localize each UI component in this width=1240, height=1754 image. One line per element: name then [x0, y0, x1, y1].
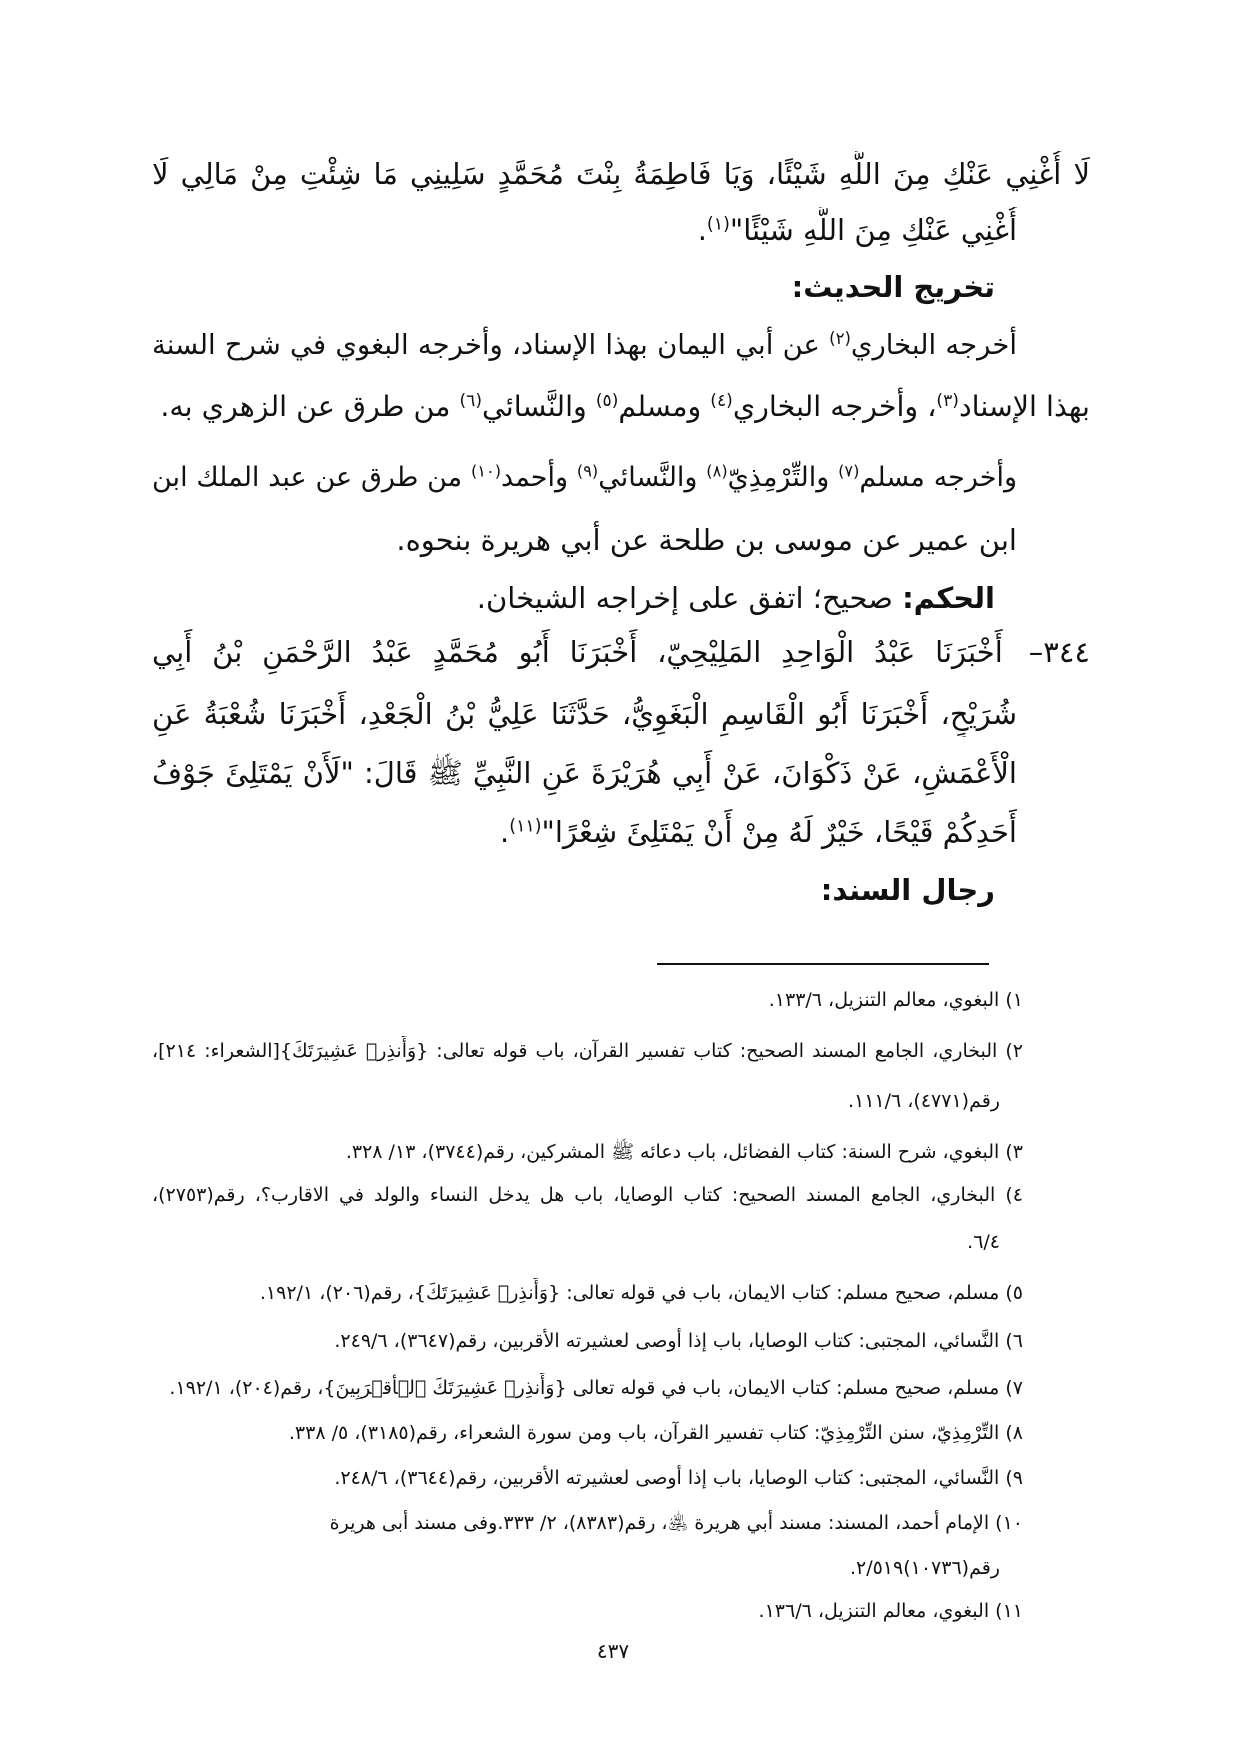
- hadith-344-line-1: [152, 629, 1090, 675]
- text-run: ٥) مسلم، صحيح مسلم: كتاب الايمان، باب في قوله تعالى: {وَأَنذِرۡ عَشِيرَتَكَ}، رقم(٢٠٦)، ١٩٢/١.: [259, 1282, 1023, 1304]
- text-run: من طرق عن عبد الملك ابن: [152, 462, 471, 493]
- text-run: الْأَعْمَشِ، عَنْ ذَكْوَانَ، عَنْ أَبِي هُرَيْرَةَ عَنِ النَّبِيِّ ﷺ قَالَ: "لَأَنْ يَمْتَلِئَ جَوْفُ: [152, 756, 1017, 790]
- footnote-4: [152, 1180, 1023, 1210]
- body-line-6: [152, 455, 1017, 501]
- footnote-2-cont: [152, 1086, 1000, 1116]
- text-run: رقم(٤٧٧١)، ١١١/٦.: [847, 1090, 1000, 1112]
- footnote-ref-marker: (٨): [706, 461, 728, 481]
- text-run: ٦/٤.: [967, 1231, 1000, 1253]
- hadith-344-line-4: [152, 809, 1017, 855]
- footnote-ref-marker: (١): [706, 214, 730, 235]
- footnote-9: [152, 1463, 1023, 1493]
- text-run: ٩) النَّسائي، المجتبى: كتاب الوصايا، باب إذا أوصى لعشيرته الأقربين، رقم(٣٦٤٤)، ٢٤٨/٦.: [334, 1467, 1023, 1489]
- footnote-10-cont: [152, 1553, 1000, 1583]
- body-line-4: [152, 322, 1017, 368]
- footnote-10: [152, 1508, 1023, 1538]
- footnote-ref-marker: (٦): [459, 390, 483, 411]
- text-run: أخرجه البخاري: [850, 329, 1017, 361]
- hadith-number: ٣٤٤–: [1028, 635, 1090, 669]
- footnote-1: [152, 985, 1023, 1015]
- text-run: صحيح؛ اتفق على إخراجه الشيخان.: [476, 581, 903, 615]
- hadith-344-line-2: [152, 691, 1017, 737]
- page-number: ٤٣٧: [596, 1639, 630, 1663]
- text-run: ، وأخرجه البخاري: [732, 390, 937, 423]
- footnote-ref-marker: (١٠): [470, 461, 502, 481]
- text-run: ٤) البخاري، الجامع المسند الصحيح: كتاب الوصايا، باب هل يدخل النساء والولد في الاقارب؟، رقم(٢٧٥٣)،: [152, 1184, 1023, 1206]
- body-line-2: [152, 207, 1017, 253]
- text-run: وأحمد: [501, 462, 577, 493]
- footnote-ref-marker: (٥): [595, 390, 619, 411]
- footnote-ref-marker: (٢): [829, 329, 851, 349]
- footnote-ref-marker: (٤): [710, 390, 733, 411]
- footnote-ref-marker: (٧): [838, 461, 860, 481]
- text-run: ٧) مسلم، صحيح مسلم: كتاب الايمان، باب في قوله تعالى {وَأَنذِرۡ عَشِيرَتَكَ ٱلۡأَقۡرَبِينَ}، رقم(٢٠٤)، ١٩٢/١.: [169, 1377, 1023, 1399]
- text-run: شُرَيْحٍ، أَخْبَرَنَا أَبُو الْقَاسِمِ الْبَغَوِيُّ، حَدَّثَنَا عَلِيُّ بْنُ الْجَعْدِ، أَخْبَرَنَا شُعْبَةُ عَنِ: [152, 697, 1017, 731]
- text-run: ١) البغوي، معالم التنزيل، ١٣٣/٦.: [768, 989, 1023, 1011]
- text-run: ١٠) الإمام أحمد، المسند: مسند أبي هريرة ﵁، رقم(٨٣٨٣)، ٢/ ٣٣٣.وفى مسند أبى هريرة: [329, 1512, 1023, 1534]
- footnote-ref-marker: (٣): [936, 390, 959, 411]
- text-run: ٢) البخاري، الجامع المسند الصحيح: كتاب تفسير القرآن، باب قوله تعالى: {وَأَنذِرۡ عَشِيرَتَكَ}[الشعراء: ٢١٤]،: [152, 1040, 1023, 1062]
- text-run: ١١) البغوي، معالم التنزيل، ١٣٦/٦.: [758, 1600, 1023, 1622]
- body-line-7: [152, 517, 1017, 563]
- bold-label: الحكم:: [902, 581, 995, 615]
- text-run: ٦) النَّسائي، المجتبى: كتاب الوصايا، باب إذا أوصى لعشيرته الأقربين، رقم(٣٦٤٧)، ٢٤٩/٦.: [334, 1330, 1023, 1352]
- text-run: أُغْنِي عَنْكِ مِنَ اللَّهِ شَيْئًا": [729, 213, 1017, 247]
- text-run: والنَّسائي: [482, 390, 596, 423]
- text-run: .: [697, 213, 707, 247]
- footnote-7: [152, 1373, 1023, 1403]
- section-heading-rijal: [152, 867, 995, 913]
- text-run: ومسلم: [618, 390, 711, 423]
- bold-label: تخريج الحديث:: [791, 270, 995, 304]
- footnote-8: [152, 1418, 1023, 1448]
- body-line-5: [152, 384, 1090, 430]
- section-heading-takhrij: [152, 264, 995, 310]
- text-run: .: [500, 815, 510, 849]
- text-run: ابن عمير عن موسى بن طلحة عن أبي هريرة بنحوه.: [396, 523, 1017, 557]
- footnote-ref-marker: (٩): [576, 461, 599, 481]
- text-run: والتِّرْمِذِيّ: [727, 462, 839, 493]
- bold-label: رجال السند:: [820, 873, 995, 907]
- text-run: بهذا الإسناد: [958, 390, 1090, 423]
- body-line-1: [152, 151, 1090, 197]
- text-run: لَا أُغْنِي عَنْكِ مِنَ اللَّهِ شَيْئًا، وَيَا فَاطِمَةُ بِنْتَ مُحَمَّدٍ سَلِينِي مَا شِئْتِ مِنْ مَالِي لَا: [152, 157, 1090, 191]
- footnote-ref-marker: (١١): [509, 816, 542, 837]
- text-run: أَخْبَرَنَا عَبْدُ الْوَاحِدِ المَلِيْحِيّ، أَخْبَرَنَا أَبُو مُحَمَّدٍ عَبْدُ الرَّحْمَنِ بْنُ أَبِي: [152, 635, 1003, 669]
- text-run: وأخرجه مسلم: [859, 462, 1017, 493]
- hadith-344-line-3: [152, 750, 1017, 796]
- text-run: من طرق عن الزهري به.: [160, 390, 460, 423]
- footnote-separator: [657, 963, 989, 965]
- text-run: ٣) البغوي، شرح السنة: كتاب الفضائل، باب دعائه ﷺ المشركين، رقم(٣٧٤٤)، ١٣/ ٣٢٨.: [345, 1141, 1023, 1163]
- footnote-3: [152, 1137, 1023, 1167]
- ruling-line: [152, 575, 995, 621]
- text-run: ٨) التِّرْمِذِيّ، سنن التِّرْمِذِيّ: كتاب تفسير القرآن، باب ومن سورة الشعراء، رقم(٣١٨٥)، ٥/ ٣٣٨.: [288, 1422, 1023, 1444]
- text-run: والنَّسائي: [598, 462, 707, 493]
- text-run: عن أبي اليمان بهذا الإسناد، وأخرجه البغوي في شرح السنة: [152, 329, 830, 361]
- footnote-4-cont: [152, 1227, 1000, 1257]
- text-run: أَحَدِكُمْ قَيْحًا، خَيْرٌ لَهُ مِنْ أَنْ يَمْتَلِئَ شِعْرًا": [541, 815, 1017, 849]
- text-run: رقم(١٠٧٣٦)٢/٥١٩.: [849, 1557, 1000, 1579]
- footnote-11: [152, 1596, 1023, 1626]
- footnote-2: [152, 1036, 1023, 1066]
- footnote-5: [152, 1278, 1023, 1308]
- footnote-6: [152, 1326, 1023, 1356]
